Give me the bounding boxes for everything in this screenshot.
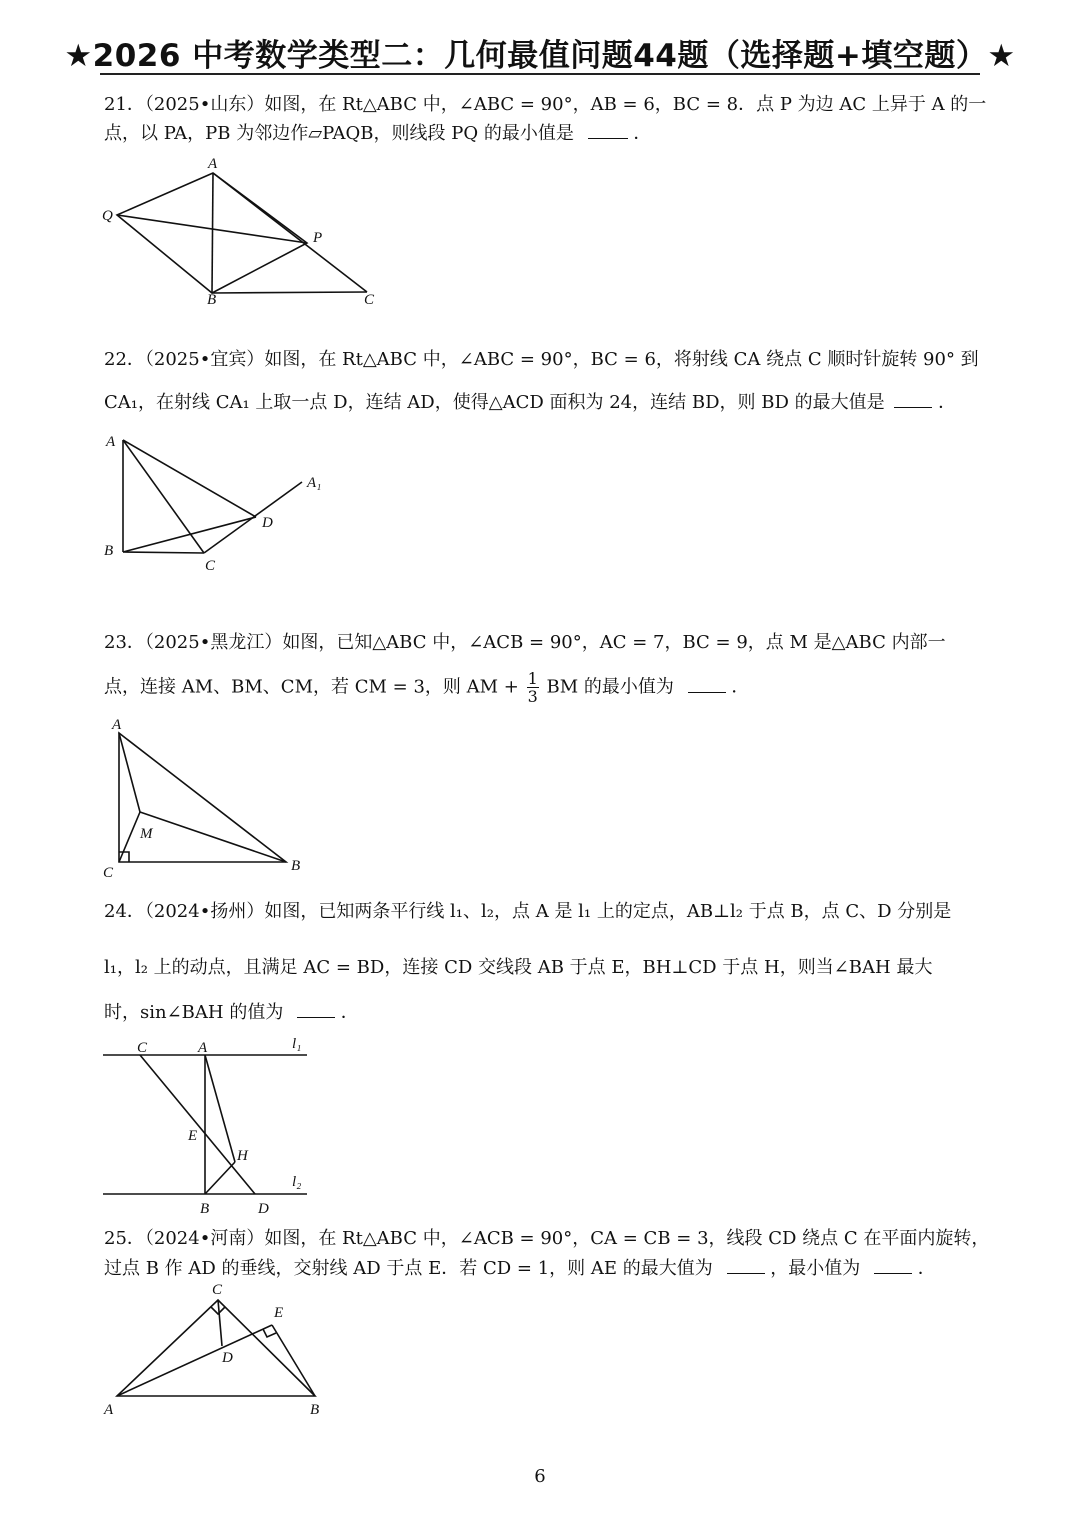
q22-label-d: D [262, 515, 273, 531]
q22-label-a1: A₁ [307, 475, 322, 491]
q23-line2b: BM 的最小值为 [546, 676, 674, 698]
q22-label-c: C [205, 558, 216, 574]
q23-label-a: A [112, 717, 122, 733]
q25-label-c: C [212, 1282, 223, 1298]
q23-label-b: B [291, 858, 301, 874]
q24-label-e: E [188, 1128, 198, 1144]
q25-right-angle-mark-e [263, 1329, 276, 1337]
q25-label-e: E [274, 1305, 284, 1321]
q22-line1: 22．（2025•宜宾）如图，在 Rt△ABC 中，∠ABC = 90°，BC = 6，将射线 CA 绕点 C 顺时针旋转 90° 到 [104, 349, 979, 370]
q24-label-b: B [200, 1201, 210, 1217]
q21-label-q: Q [102, 208, 113, 224]
q25-segment-cd [218, 1300, 222, 1346]
q22-label-a: A [106, 434, 116, 450]
q24-label-d: D [258, 1201, 269, 1217]
q24-label-h: H [237, 1148, 248, 1164]
q25-label-a: A [104, 1402, 114, 1418]
q23-label-m: M [140, 826, 153, 842]
q25-line2a: 过点 B 作 AD 的垂线，交射线 AD 于点 E．若 CD = 1，则 AE 的最大值为 [104, 1258, 713, 1279]
q21-label-c: C [364, 292, 375, 308]
q21-label-a: A [208, 156, 218, 172]
q21-line2-text: 点，以 PA，PB 为邻边作▱PAQB，则线段 PQ 的最小值是 [104, 123, 574, 144]
q23-label-c: C [103, 865, 114, 881]
q24-label-a: A [198, 1040, 208, 1056]
q21-end: ． [633, 123, 652, 144]
q24-label-l2: l₂ [292, 1174, 302, 1190]
q22-end: ． [938, 392, 957, 413]
q22-line2-text: CA₁，在射线 CA₁ 上取一点 D，连结 AD，使得△ACD 面积为 24，连结 BD，则 BD 的最大值是 [104, 392, 885, 413]
page-number: 6 [534, 1466, 546, 1487]
q23-line2a: 点，连接 AM、BM、CM，若 CM = 3，则 AM + [104, 676, 519, 698]
q23-frac-num: 1 [527, 669, 538, 688]
q24-line3-text: 时，sin∠BAH 的值为 [104, 1002, 284, 1023]
q23-end: ． [731, 676, 750, 698]
q24-label-c: C [137, 1040, 148, 1056]
q21-line1: 21．（2025•山东）如图，在 Rt△ABC 中，∠ABC = 90°，AB = 6，BC = 8．点 P 为边 AC 上异于 A 的一 [104, 94, 987, 115]
q23-frac-den: 3 [527, 687, 538, 706]
q21-label-p: P [313, 230, 323, 246]
q22-label-b: B [104, 543, 114, 559]
page-header: ★2026 中考数学类型二：几何最值问题44题（选择题+填空题）★ [64, 38, 1016, 74]
q21-label-b: B [207, 292, 217, 308]
q25-segment-ae [117, 1325, 272, 1396]
q23-line1: 23．（2025•黑龙江）如图，已知△ABC 中，∠ACB = 90°，AC = 7，BC = 9，点 M 是△ABC 内部一 [104, 632, 946, 653]
q25-line1: 25．（2024•河南）如图，在 Rt△ABC 中，∠ACB = 90°，CA = CB = 3，线段 CD 绕点 C 在平面内旋转， [104, 1228, 990, 1249]
q25-line2b: ，最小值为 [770, 1258, 861, 1279]
q25-label-d: D [222, 1350, 233, 1366]
q24-line2: l₁，l₂ 上的动点，且满足 AC = BD，连接 CD 交线段 AB 于点 E，BH⊥CD 于点 H，则当∠BAH 最大 [104, 957, 933, 978]
q24-label-l1: l₁ [292, 1036, 302, 1052]
q25-end: ． [917, 1258, 936, 1279]
q24-line1: 24．（2024•扬州）如图，已知两条平行线 l₁、l₂，点 A 是 l₁ 上的定点，AB⊥l₂ 于点 B，点 C、D 分别是 [104, 901, 952, 922]
q24-end: ． [340, 1002, 359, 1023]
q25-label-b: B [310, 1402, 320, 1418]
